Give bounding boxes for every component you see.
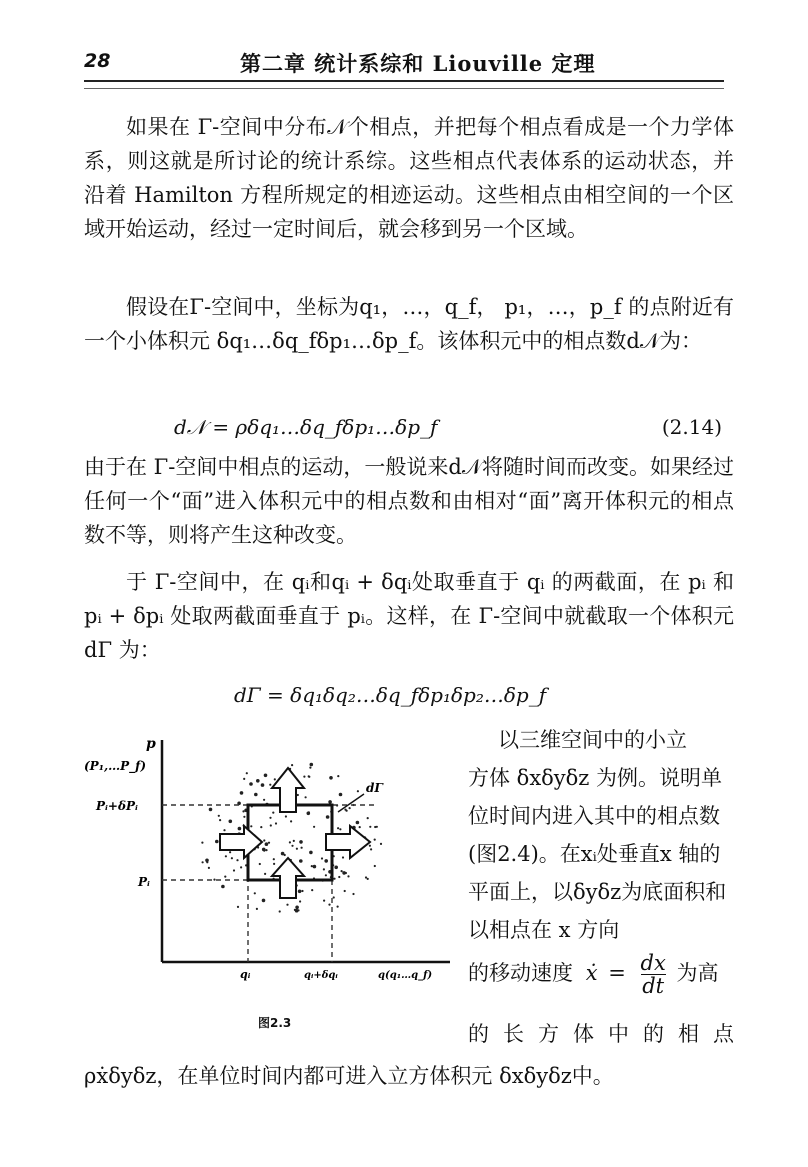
phase-point [201, 842, 203, 844]
phase-point [334, 866, 338, 870]
phase-point [273, 858, 275, 860]
phase-point [290, 820, 292, 822]
phase-point [342, 871, 346, 875]
phase-point [337, 906, 339, 908]
phase-point [269, 784, 271, 786]
phase-point [333, 896, 335, 898]
fraction-denominator: dt [642, 974, 665, 998]
phase-point [218, 815, 220, 817]
phase-point [213, 879, 215, 881]
last-line: ρẋδyδz，在单位时间内都可进入立方体积元 δxδyδz中。 [84, 1064, 614, 1088]
phase-point [243, 816, 245, 818]
phase-point [273, 863, 275, 865]
phase-point [208, 867, 210, 869]
phase-point [221, 885, 225, 889]
phase-point [256, 779, 260, 783]
phase-point [223, 829, 225, 831]
phase-point [265, 842, 269, 846]
phase-point [369, 826, 371, 828]
phase-point [313, 826, 315, 828]
equation-body: d𝒩 = ρδq₁…δq_fδp₁…δp_f [174, 415, 438, 439]
phase-point [367, 878, 369, 880]
phase-point [279, 910, 281, 912]
phase-point [291, 764, 293, 766]
phase-point [365, 876, 367, 878]
phase-point [374, 839, 376, 841]
paragraph-1: 如果在 Γ-空间中分布𝒩个相点，并把每个相点看成是一个力学体系，则这就是所讨论的统计系综。这些相点代表体系的运动状态，并沿着 Hamilton 方程所规定的相迹运动。这些相点由相空间的一个区域开始运动，经过一定时间后，就会移到另一个区域。 [84, 115, 734, 241]
phase-point [219, 819, 221, 821]
side-text-first-line: 以三维空间中的小立 [498, 728, 687, 752]
phase-point [298, 890, 302, 894]
fraction-numerator: dx [640, 951, 666, 975]
phase-point [324, 859, 328, 863]
phase-point [262, 899, 266, 903]
phase-point [229, 820, 233, 824]
phase-point [328, 904, 330, 906]
phase-point [233, 869, 235, 871]
phase-point [349, 807, 351, 809]
phase-point [339, 828, 341, 830]
phase-point [225, 855, 227, 857]
velocity-xdot: ẋ [585, 961, 598, 985]
phase-point [237, 906, 239, 908]
phase-point [209, 808, 213, 812]
phase-point [264, 774, 268, 778]
phase-point [380, 843, 382, 845]
phase-point [242, 810, 244, 812]
header-rule-thin [84, 88, 724, 89]
phase-point [297, 909, 299, 911]
phase-point [296, 848, 298, 850]
phase-point [202, 861, 204, 863]
paragraph-3: 由于在 Γ-空间中相点的运动，一般说来d𝒩将随时间而改变。如果经过任何一个“面”进入体积元中的相点数和由相对“面”离开体积元的相点数不等，则将产生这种改变。 [84, 455, 734, 547]
phase-point [272, 812, 274, 814]
phase-point [249, 782, 253, 786]
phase-point [370, 848, 372, 850]
phase-point [308, 811, 310, 813]
phase-point [337, 775, 339, 777]
figure-caption: 图2.3 [258, 1016, 292, 1030]
phase-point [293, 840, 295, 842]
phase-point [299, 859, 303, 863]
phase-point [374, 865, 376, 867]
velocity-equals: = [608, 961, 626, 985]
phase-point [263, 839, 265, 841]
spaced-line: 的长方体中的相点 [468, 1022, 734, 1046]
phase-point [301, 890, 303, 892]
phase-point [301, 847, 303, 849]
phase-point [310, 763, 314, 767]
phase-point [308, 775, 310, 777]
phase-point [238, 827, 242, 831]
phase-point [286, 904, 288, 906]
phase-point [333, 878, 335, 880]
phase-point [342, 856, 344, 858]
phase-point [309, 851, 313, 855]
phase-space-figure [80, 730, 460, 985]
phase-point [264, 873, 266, 875]
phase-point [236, 859, 238, 861]
phase-point [215, 840, 219, 844]
phase-point [326, 815, 330, 819]
phase-point [250, 825, 252, 827]
label-axis-p: p [146, 736, 156, 752]
phase-point [205, 859, 209, 863]
phase-point [268, 842, 270, 844]
phase-point [344, 890, 346, 892]
label-q-right: qᵢ+δqᵢ [304, 970, 338, 981]
label-pset: (P₁,…P_f) [84, 759, 146, 773]
phase-point [281, 852, 285, 856]
phase-point [303, 776, 305, 778]
phase-point [254, 892, 256, 894]
phase-point [337, 827, 339, 829]
label-dgamma: dΓ [366, 781, 383, 795]
equation-body: dΓ = δq₁δq₂…δq_fδp₁δp₂…δp_f [234, 683, 547, 707]
velocity-prefix: 的移动速度 [468, 961, 573, 985]
phase-point [359, 826, 361, 828]
phase-point [299, 900, 301, 902]
phase-point [231, 857, 233, 859]
phase-point [256, 908, 258, 910]
phase-point [328, 800, 332, 804]
phase-point [347, 875, 349, 877]
header-rule [84, 80, 724, 82]
phase-point [305, 796, 307, 798]
phase-point [229, 851, 231, 853]
phase-point [341, 870, 343, 872]
phase-point [357, 790, 359, 792]
phase-point [263, 850, 265, 852]
phase-point [338, 876, 340, 878]
phase-point [323, 868, 325, 870]
running-head: 第二章 统计系综和 Liouville 定理 [240, 51, 596, 76]
phase-point [325, 874, 327, 876]
phase-point [346, 810, 348, 812]
dgamma-pointer [338, 794, 364, 812]
phase-point [285, 815, 287, 817]
phase-point [295, 906, 299, 910]
side-text [468, 721, 734, 949]
phase-point [274, 778, 276, 780]
phase-point [339, 793, 343, 797]
phase-point [289, 841, 291, 843]
paragraph-2: 假设在Γ-空间中，坐标为q₁，…，q_f， p₁，…，p_f 的点附近有一个小体积元 δq₁…δq_fδp₁…δp_f。该体积元中的相点数d𝒩为： [84, 295, 734, 353]
label-p-lower: Pᵢ [138, 875, 150, 889]
phase-point [240, 866, 242, 868]
paragraph-4: 于 Γ-空间中，在 qᵢ和qᵢ + δqᵢ处取垂直于 qᵢ 的两截面，在 pᵢ 和 pᵢ + δpᵢ 处取两截面垂直于 pᵢ。这样，在 Γ-空间中就截取一个体积元 dΓ 为： [84, 570, 734, 662]
phase-point [291, 845, 293, 847]
phase-point [321, 857, 323, 859]
phase-point [224, 876, 226, 878]
side-text-rest: 方体 δxδyδz 为例。说明单位时间内进入其中的相点数(图2.4)。在xᵢ处垂直x 轴的平面上，以δyδz为底面积和以相点在 x 方向 [468, 766, 727, 942]
page-number: 28 [84, 50, 111, 72]
phase-point [356, 821, 360, 825]
phase-point [259, 863, 261, 865]
phase-point [294, 909, 296, 911]
phase-point [369, 845, 371, 847]
velocity-line [468, 952, 734, 997]
equation-number: (2.14) [661, 415, 722, 439]
phase-point [299, 840, 303, 844]
phase-point [309, 767, 311, 769]
phase-point [374, 826, 376, 828]
phase-point [243, 778, 245, 780]
arrow-right-left [220, 826, 262, 858]
phase-point [263, 799, 265, 801]
label-q-left: qᵢ [240, 968, 251, 981]
phase-point [352, 893, 354, 895]
phase-point [246, 772, 248, 774]
phase-point [254, 793, 258, 797]
phase-point [313, 865, 317, 869]
label-p-upper: Pᵢ+δPᵢ [96, 799, 138, 813]
phase-point [311, 889, 313, 891]
phase-point [270, 824, 272, 826]
phase-point [240, 791, 244, 795]
phase-point [367, 817, 369, 819]
phase-point [323, 900, 325, 902]
phase-point [269, 817, 271, 819]
phase-point [261, 783, 265, 787]
phase-point [311, 865, 313, 867]
velocity-suffix: 为高 [676, 961, 719, 985]
phase-point [329, 776, 333, 780]
phase-point [297, 794, 299, 796]
phase-point [260, 826, 262, 828]
velocity-fraction [641, 952, 666, 997]
label-q-axis: q(q₁…q_f) [378, 970, 433, 981]
phase-point [265, 849, 267, 851]
phase-point [275, 822, 277, 824]
